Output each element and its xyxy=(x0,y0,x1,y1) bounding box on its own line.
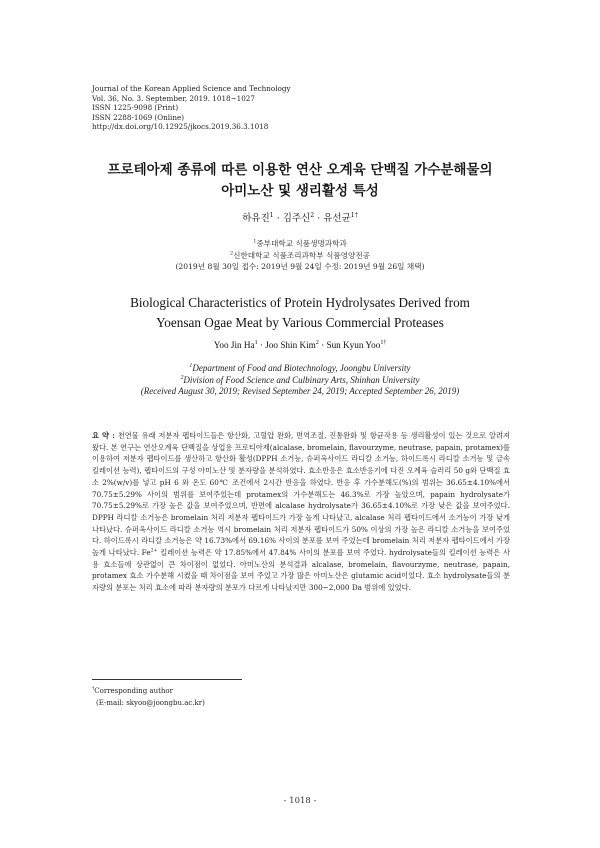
english-title xyxy=(60,293,540,333)
dagger-symbol: † xyxy=(92,686,95,692)
english-author-3: Sun Kyun Yoo xyxy=(326,340,381,350)
english-affiliation-1: $^1$Department of Food and Biotechnology, Joongbu University xyxy=(189,363,411,373)
footnote-divider xyxy=(92,679,242,680)
korean-title-line1: 프로테아제 종류에 따른 이용한 연산 오계육 단백질 가수분해물의 xyxy=(107,162,493,178)
abstract-text-part2: 킬레이션 능력은 약 17.85%에서 47.84% 사이의 분포를 보여 주었다. hydrolysate들의 킬레이션 능력은 사용 효소들에 상관없이 큰 차이점이 없었다. 아미노산의 분석결과 alcalase, bromelain, flavourzyme, neutrase, papain, protamex 효소 가수분해 시켰을 때 차이점을 보여 주었고 가장 많은 아미노산은 glutamic acid이었다. 효소 hydrolysate들의 분자량의 분포는 처리 효소에 따라 분자량의 분포가 다르게 나타났지만 300~2,000 Da 범위에 있었다. xyxy=(92,548,510,593)
korean-authors: 하유진$^1$ · 김주신$^2$ · 유선균$^{1\dagger}$ xyxy=(242,211,358,224)
english-authors: Yoo Jin $Ha^1$ · Joo Shin Kim$^2$ · Sun Kyun Yoo$^{1\dagger}$ xyxy=(213,339,387,350)
english-author-1: Yoo Jin Ha xyxy=(213,340,255,350)
korean-author-1: 하유진 xyxy=(242,213,270,224)
issn-print: ISSN 1225-9098 (Print) xyxy=(92,103,179,112)
doi-link[interactable]: http://dx.doi.org/10.12925/jkocs.2019.36.3.1018 xyxy=(92,122,269,131)
korean-title xyxy=(60,160,540,202)
footnote xyxy=(92,686,205,709)
fe-superscript: 2+ xyxy=(150,548,158,554)
korean-author-2: 김주신 xyxy=(282,213,311,224)
issn-online: ISSN 2288-1069 (Online) xyxy=(92,112,185,122)
english-author-2: Joo Shin Kim xyxy=(265,340,316,350)
journal-name: Journal of the Korean Applied Science and Technology xyxy=(92,84,291,93)
korean-affiliation-1: $^1$중부대학교 식품생명과학과 xyxy=(253,238,347,248)
corresponding-email: (E-mail: skyoo@joongbu.ac.kr) xyxy=(96,698,205,707)
english-dates: (Received August 30, 2019; Revised September 24, 2019; Accepted September 26, 2019) xyxy=(140,386,460,396)
abstract-text-part1: 천연물 유래 저분자 펩타이드들은 항산화, 고혈압 완화, 면역조절, 진통완화 및 항균작용 등 생리활성이 있는 것으로 알려져 왔다. 본 연구는 연산오계육 단백질을 상업용 프로티아제(alcalase, bromelain, flavourzyme, neutrase, papain, protamex)를 이용하여 저분자 펩타이드를 생산하고 항산화 활성(DPPH 소거능, 슈퍼옥사이드 라디칼 소거능, 하이드록시 라디칼 소거능 및 금속 킬레이션 능력), 펩타이드의 구성 아미노산 및 분자량을 분석하였다. 효소반응은 효소반응기에 다진 오계육 슬러리 50 g와 단백질 효소 2%(w/v)를 넣고 pH 6 와 온도 60℃ 조건에서 2시간 반응을 하였다. 반응 후 가수분해도(%)의 범위는 36.65±4.10%에서 70.75±5.29% 사이의 범위를 보여주었는데 protamex의 가수분해도는 46.3%로 가장 높았으며, papain hydrolysate가 70.75±5.29%로 가장 높은 값을 보여주었으며, 반면에 alcalase hydrolysate가 36.65±4.10%로 가장 낮은 값을 보여주었다. DPPH 라디칼 소거능은 bromelain 처리 저분자 펩타이드가 가장 높게 나타났고, alcalase 처리 펩타이드에서 소거능이 가장 낮게 나타났다. 슈퍼옥사이드 라디칼 소거능 역시 bromelain 처리 저분자 펩타이드가 50% 이상의 가장 높은 라디칼 소거능을 보여주었다. 하이드록시 라디칼 소거능은 약 16.73%에서 69.16% 사이의 분포를 보여 주었는데 bromelain 처리 저분자 펩타이드에서 가장 높게 나타났다. Fe xyxy=(92,431,510,558)
page-number: - 1018 - xyxy=(283,796,317,806)
journal-volume: Vol. 36, No. 3. September, 2019. 1018~1027 xyxy=(92,93,255,103)
abstract-label: 요 약 : xyxy=(92,431,115,440)
english-title-line1: Biological Characteristics of Protein Hydrolysates Derived from xyxy=(130,295,470,310)
journal-info xyxy=(92,84,291,132)
abstract xyxy=(92,430,510,594)
korean-title-line2: 아미노산 및 생리활성 특성 xyxy=(221,183,379,199)
korean-dates: (2019년 8월 30일 접수: 2019년 9월 24일 수정: 2019년 9월 26일 채택) xyxy=(175,262,425,271)
corresponding-author: †Corresponding author xyxy=(92,686,173,695)
korean-author-3: 유선균 xyxy=(323,213,351,224)
korean-affiliation-2: $^2$신한대학교 식품조리과학부 식품영양전공 xyxy=(229,249,371,260)
english-affiliation-2: $^2$Division of Food Science and Culbinary Arts, Shinhan University xyxy=(180,374,420,385)
english-title-line2: Yoensan Ogae Meat by Various Commercial Proteases xyxy=(156,315,444,330)
korean-affiliations xyxy=(60,238,540,273)
english-affiliations xyxy=(60,363,540,398)
